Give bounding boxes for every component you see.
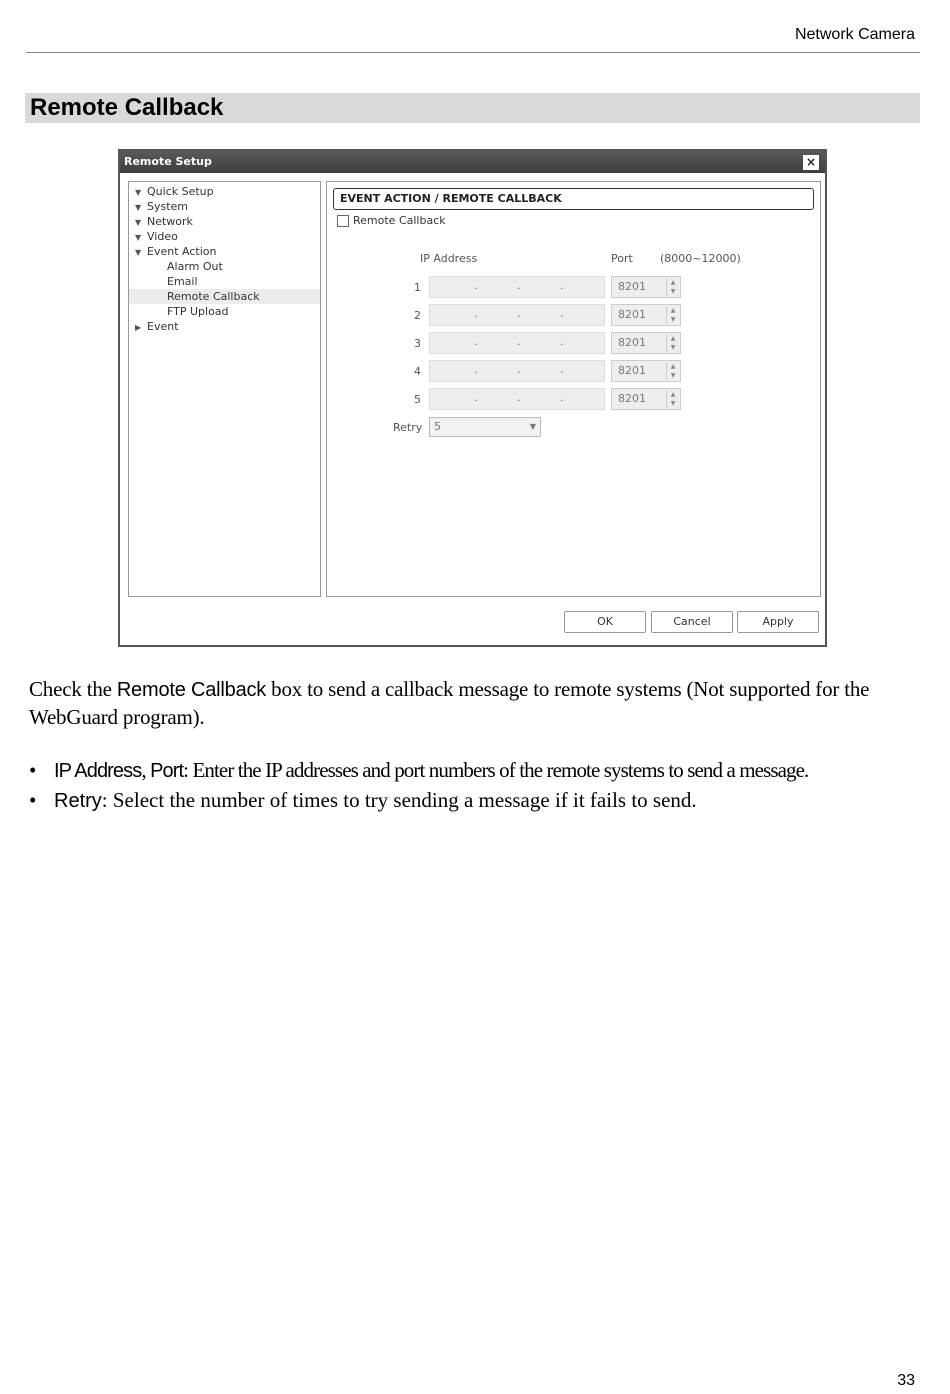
- chevron-down-icon: ▼: [529, 422, 536, 431]
- port-input[interactable]: 8201 ▲ ▼: [611, 304, 681, 326]
- port-input[interactable]: 8201 ▲ ▼: [611, 388, 681, 410]
- row-number: 1: [414, 281, 421, 294]
- ip-address-input[interactable]: . . .: [429, 360, 605, 382]
- row-number: 3: [414, 337, 421, 350]
- tree-item-label: Remote Callback: [167, 290, 260, 303]
- header-rule: [26, 52, 920, 53]
- dialog-title: Remote Setup: [124, 155, 212, 168]
- settings-panel: [326, 181, 821, 597]
- retry-select[interactable]: 5 ▼: [429, 417, 541, 437]
- cancel-button[interactable]: Cancel: [651, 611, 733, 633]
- term-remote-callback: Remote Callback: [116, 679, 267, 701]
- port-input[interactable]: 8201 ▲ ▼: [611, 332, 681, 354]
- port-range: (8000~12000): [660, 252, 741, 265]
- expand-icon[interactable]: ▼: [135, 233, 142, 242]
- tree-item-label: Email: [167, 275, 198, 288]
- retry-label: Retry: [393, 421, 423, 434]
- tree-item-event-action[interactable]: [135, 244, 320, 259]
- tree-item-label: Event Action: [147, 245, 217, 258]
- tree-item-system[interactable]: [135, 199, 320, 214]
- remote-setup-dialog: [118, 149, 827, 647]
- tree-item-label: Event: [147, 320, 179, 333]
- expand-icon[interactable]: ▼: [135, 248, 142, 257]
- bullet-icon: •: [29, 788, 37, 812]
- settings-tree: [128, 181, 321, 597]
- tree-item-label: Alarm Out: [167, 260, 223, 273]
- spinner-icon[interactable]: ▲ ▼: [666, 334, 679, 352]
- dialog-titlebar: [120, 151, 825, 173]
- tree-item-label: Video: [147, 230, 178, 243]
- ok-button[interactable]: OK: [564, 611, 646, 633]
- tree-item-remote-callback[interactable]: [129, 289, 320, 304]
- bullet-ip-port: • IP Address, Port: Enter the IP addresses and port numbers of the remote systems to send a message.: [29, 758, 809, 782]
- tree-item-alarm-out[interactable]: [129, 259, 320, 274]
- tree-item-event[interactable]: [135, 319, 320, 334]
- expand-icon[interactable]: ▶: [135, 323, 142, 332]
- term-ip-address: IP Address: [54, 760, 142, 782]
- port-input[interactable]: 8201 ▲ ▼: [611, 276, 681, 298]
- spinner-icon[interactable]: ▲ ▼: [666, 390, 679, 408]
- term-retry: Retry: [54, 790, 102, 812]
- expand-icon[interactable]: ▼: [135, 218, 142, 227]
- ip-address-header: IP Address: [420, 252, 478, 265]
- expand-icon[interactable]: ▼: [135, 188, 142, 197]
- row-number: 2: [414, 309, 421, 322]
- spinner-icon[interactable]: ▲ ▼: [666, 278, 679, 296]
- page-number: 33: [897, 1372, 915, 1389]
- port-header: Port: [611, 252, 633, 265]
- apply-button[interactable]: Apply: [737, 611, 819, 633]
- close-icon[interactable]: ×: [803, 155, 819, 170]
- row-number: 5: [414, 393, 421, 406]
- checkbox-label: Remote Callback: [353, 214, 446, 227]
- panel-title: EVENT ACTION / REMOTE CALLBACK: [333, 188, 814, 210]
- spinner-icon[interactable]: ▲ ▼: [666, 306, 679, 324]
- description-paragraph: Check the Remote Callback box to send a callback message to remote systems (Not supported for the WebGuard program).: [29, 677, 870, 729]
- term-port: Port: [150, 760, 184, 782]
- row-number: 4: [414, 365, 421, 378]
- tree-item-label: FTP Upload: [167, 305, 229, 318]
- tree-item-video[interactable]: [135, 229, 320, 244]
- bullet-icon: •: [29, 758, 36, 782]
- tree-item-label: Quick Setup: [147, 185, 214, 198]
- port-input[interactable]: 8201 ▲ ▼: [611, 360, 681, 382]
- expand-icon[interactable]: ▼: [135, 203, 142, 212]
- ip-address-input[interactable]: . . .: [429, 332, 605, 354]
- section-title: Remote Callback: [25, 93, 920, 123]
- tree-item-email[interactable]: [129, 274, 320, 289]
- ip-address-input[interactable]: . . .: [429, 388, 605, 410]
- checkbox-box[interactable]: [337, 215, 349, 227]
- tree-item-label: System: [147, 200, 189, 213]
- bullet-retry: • Retry: Select the number of times to try sending a message if it fails to send.: [29, 788, 697, 812]
- remote-callback-checkbox[interactable]: [337, 214, 446, 228]
- ip-address-input[interactable]: . . .: [429, 276, 605, 298]
- page-header: Network Camera: [794, 26, 915, 43]
- tree-item-label: Network: [147, 215, 193, 228]
- tree-item-quick-setup[interactable]: [135, 184, 320, 199]
- tree-item-network[interactable]: [135, 214, 320, 229]
- ip-address-input[interactable]: . . .: [429, 304, 605, 326]
- tree-item-ftp-upload[interactable]: [129, 304, 320, 319]
- spinner-icon[interactable]: ▲ ▼: [666, 362, 679, 380]
